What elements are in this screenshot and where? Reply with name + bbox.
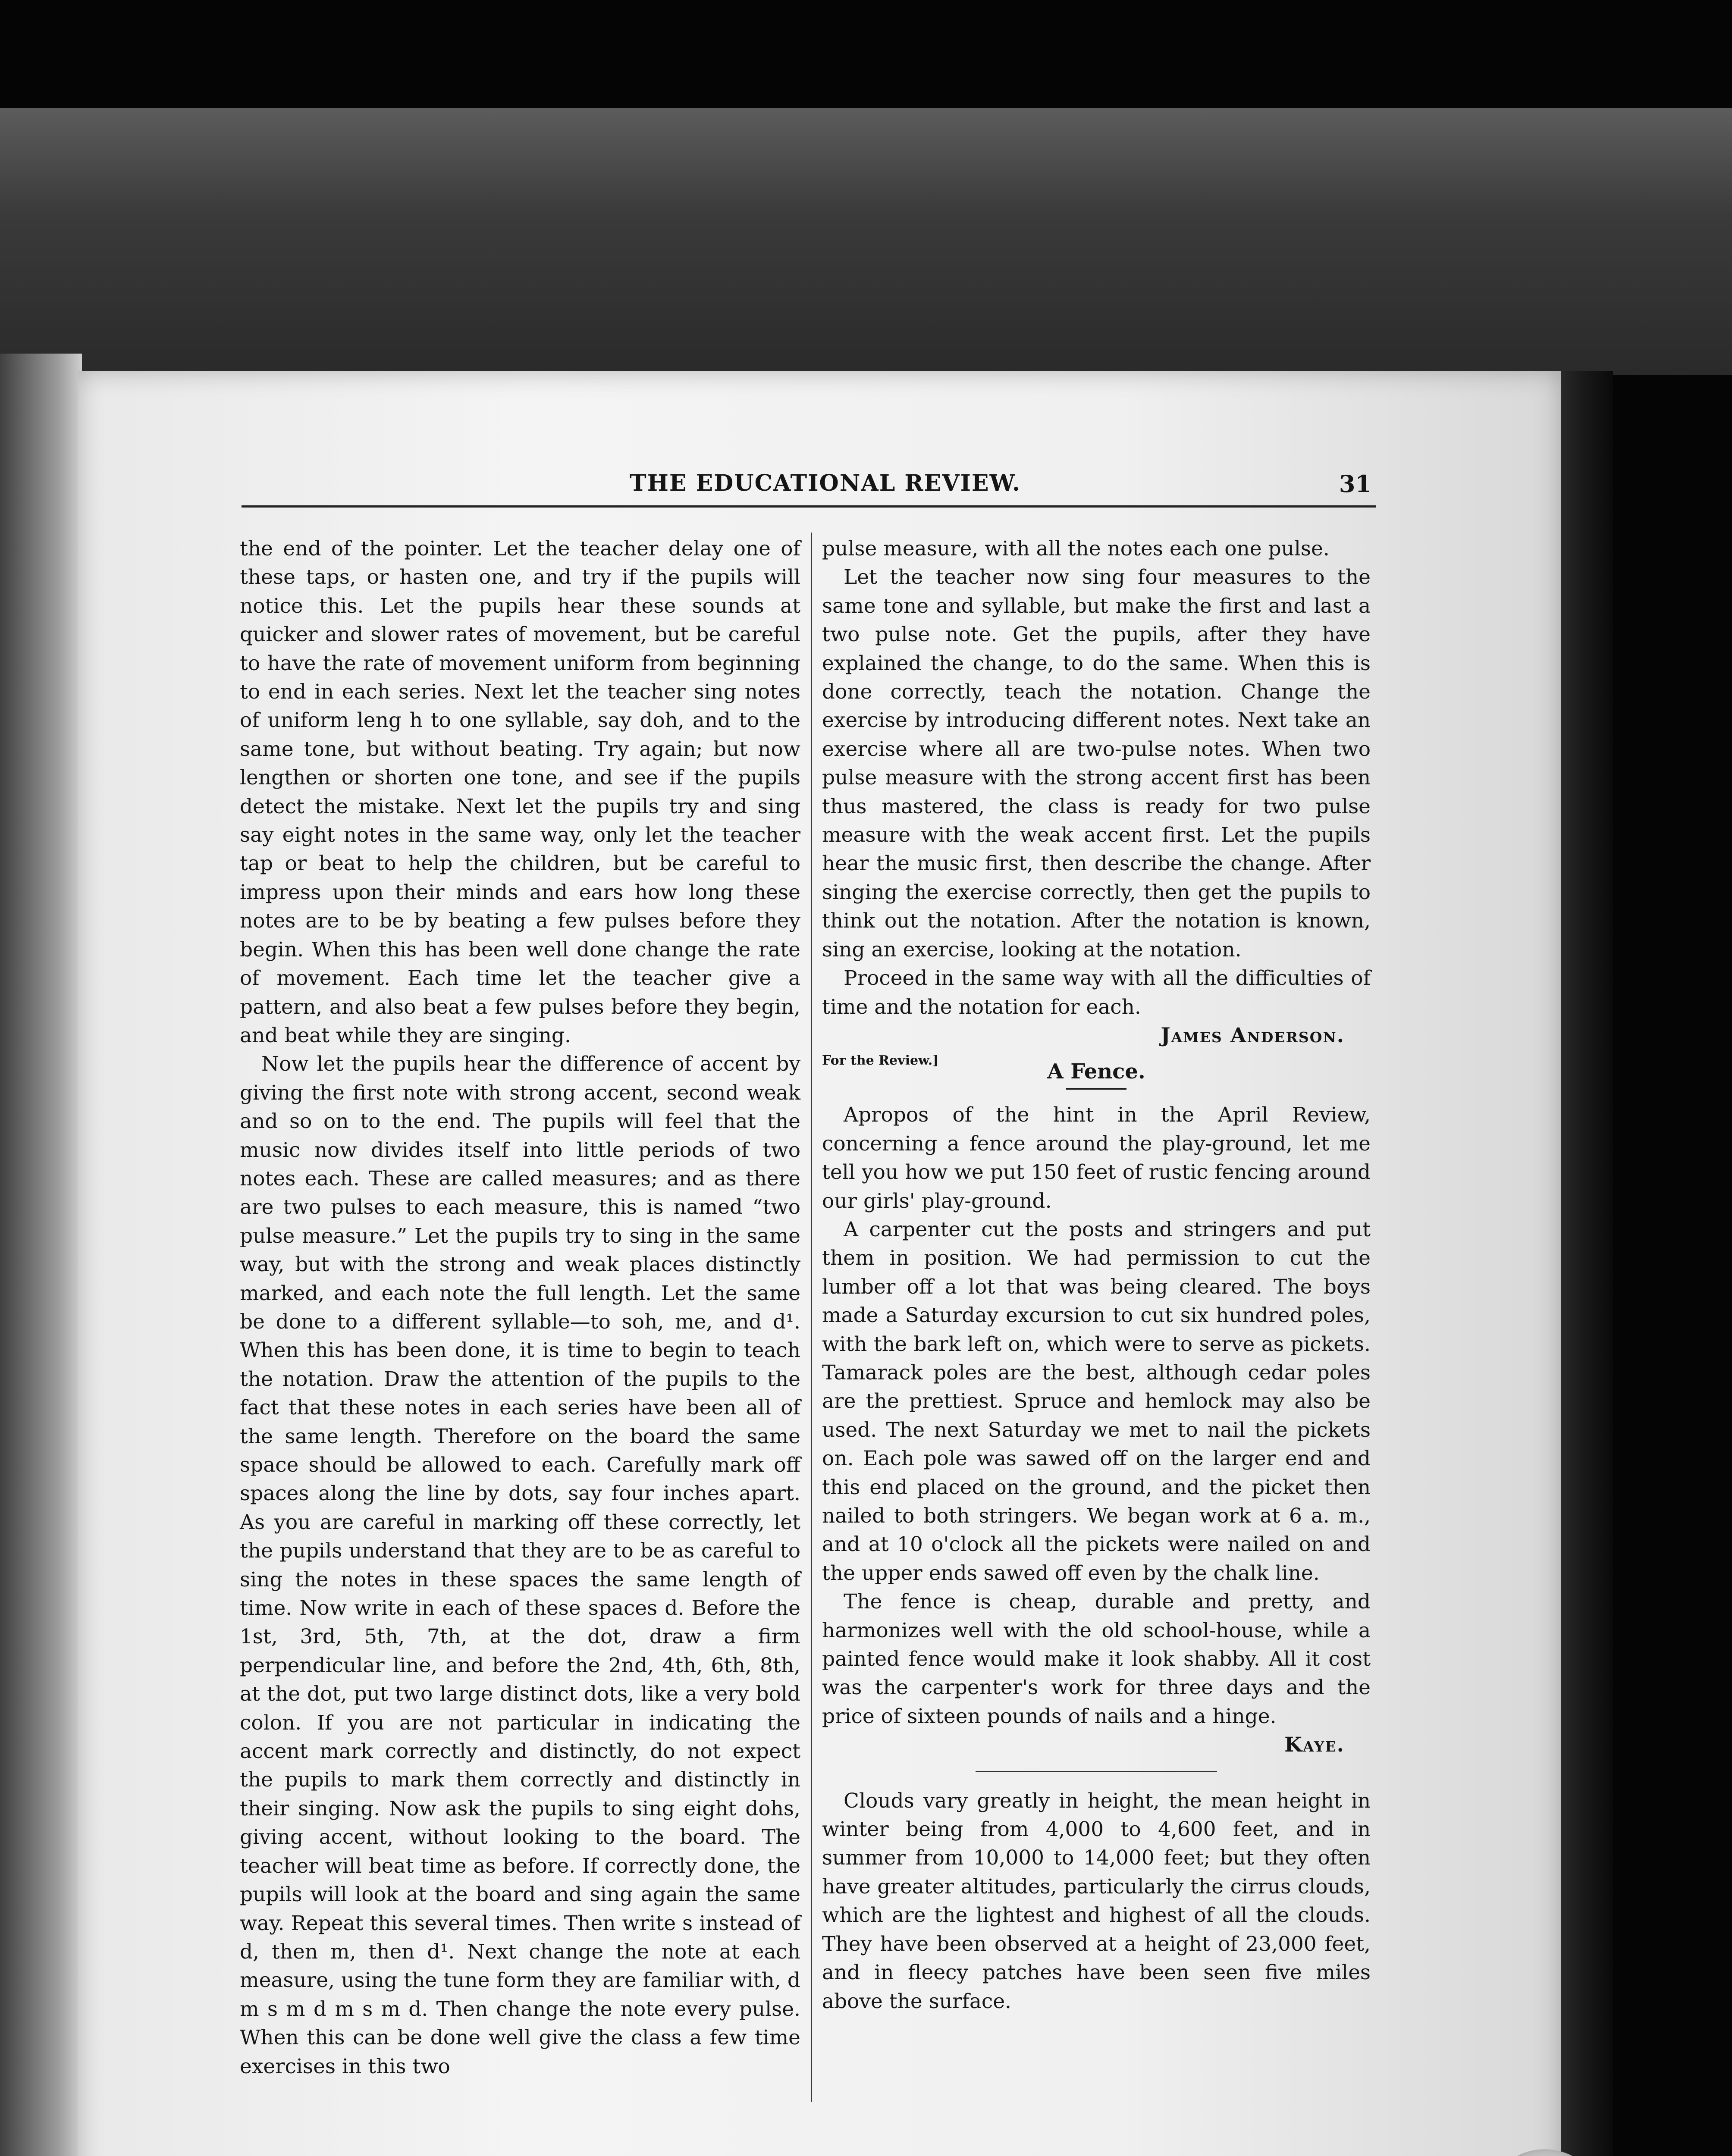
running-head bbox=[242, 470, 1371, 509]
article-heading bbox=[822, 1050, 1371, 1084]
right-column bbox=[822, 535, 1371, 2016]
title-rule bbox=[1066, 1088, 1126, 1090]
column-divider bbox=[811, 533, 812, 2102]
byline-credit: For the Review.] bbox=[822, 1053, 939, 1069]
paragraph: A carpenter cut the posts and stringers and put them in position. We had permission to cut the lumber off a lot that was being cleared. The boys made a Saturday excursion to cut six hundred poles, with the bark left on, which were to serve as pickets. Tamarack poles are the best, although cedar poles are the prettiest. Spruce and hemlock may also be used. The next Saturday we met to nail the pickets on. Each pole was sawed off on the larger end and this end placed on the ground, and the picket then nailed to both stringers. We began work at 6 a. m., and at 10 o'clock all the pickets were nailed on and the upper ends sawed off even by the chalk line. bbox=[822, 1217, 1371, 1585]
author-signature: Kaye. bbox=[1284, 1733, 1345, 1757]
adjacent-page-edge bbox=[0, 354, 82, 2156]
paragraph: Proceed in the same way with all the difficulties of time and the notation for each. bbox=[822, 966, 1371, 1019]
page-number: 31 bbox=[1339, 470, 1371, 498]
paragraph: Let the teacher now sing four measures to the same tone and syllable, but make the first and last a two pulse note. Get the pupils, after they have explained the change, to do the same. When this is done correctly, teach the notation. Change the exercise by introducing different notes. Next take an exercise where all are two-pulse notes. When two pulse measure with the strong accent first has been thus mastered, the class is ready for two pulse measure with the weak accent first. Let the pupils hear the music first, then describe the change. After singing the exercise correctly, then get the pupils to think out the notation. After the notation is known, sing an exercise, looking at the notation. bbox=[822, 565, 1371, 962]
paragraph-continued: the end of the pointer. Let the teacher delay one of these taps, or hasten one, and try if the pupils will notice this. Let the pupils hear these sounds at quicker and slower rates of movement, but be careful to have the rate of movement uniform from beginning to end in each series. Next let the teacher sing notes of uniform leng h to one syllable, say doh, and to the same tone, but without beating. Try again; but now lengthen or shorten one tone, and see if the pupils detect the mistake. Next let the pupils try and sing say eight notes in the same way, only let the teacher tap or beat to help the children, but be careful to impress upon their minds and ears how long these notes are to be by beating a few pulses before they begin. When this has been well done change the rate of movement. Each time let the teacher give a pattern, and also beat a few pulses before they begin, and beat while they are singing. bbox=[240, 537, 800, 1047]
header-rule bbox=[242, 505, 1376, 508]
paragraph-continued: pulse measure, with all the notes each one pulse. bbox=[822, 537, 1330, 561]
paragraph: Apropos of the hint in the April Review, concerning a fence around the play-ground, let me tell you how we put 150 feet of rustic fencing around our girls' play-ground. bbox=[822, 1103, 1371, 1213]
article-title: A Fence. bbox=[1047, 1059, 1145, 1084]
author-signature: James Anderson. bbox=[1161, 1023, 1345, 1047]
section-rule bbox=[976, 1771, 1217, 1772]
film-band-top bbox=[0, 108, 1732, 375]
paragraph: The fence is cheap, durable and pretty, and harmonizes well with the old school-house, while a painted fence would make it look shabby. All it cost was the carpenter's work for three days and the price of sixteen pounds of nails and a hinge. bbox=[822, 1590, 1371, 1728]
left-column bbox=[240, 535, 800, 2081]
paragraph: Clouds vary greatly in height, the mean height in winter being from 4,000 to 4,600 feet, and in summer from 10,000 to 14,000 feet; but they often have greater altitudes, particularly the cirrus clouds, which are the lightest and highest of all the clouds. They have been observed at a height of 23,000 feet, and in fleecy patches have been seen five miles above the surface. bbox=[822, 1789, 1371, 2013]
paragraph: Now let the pupils hear the difference of accent by giving the first note with strong accent, second weak and so on to the end. The pupils will feel that the music now divides itself into little periods of two notes each. These are called measures; and as there are two pulses to each measure, this is named “two pulse measure.” Let the pupils try to sing in the same way, but with the strong and weak places distinctly marked, and each note the full length. Let the same be done to a different syllable—to soh, me, and d¹. When this has been done, it is time to begin to teach the notation. Draw the attention of the pupils to the fact that these notes in each series have been all of the same length. Therefore on the board the same space should be allowed to each. Carefully mark off spaces along the line by dots, say four inches apart. As you are careful in marking off these correctly, let the pupils understand that they are to be as careful to sing the notes in these spaces the same length of time. Now write in each of these spaces d. Before the 1st, 3rd, 5th, 7th, at the dot, draw a firm perpendicular line, and before the 2nd, 4th, 6th, 8th, at the dot, put two large distinct dots, like a very bold colon. If you are not particular in indicating the accent mark correctly and distinctly, do not expect the pupils to mark them correctly and distinctly in their singing. Now ask the pupils to sing eight dohs, giving accent, without looking to the board. The teacher will beat time as before. If correctly done, the pupils will look at the board and sing again the same way. Repeat this several times. Then write s instead of d, then m, then d¹. Next change the note at each measure, using the tune form they are familiar with, d m s m d m s m d. Then change the note every pulse. When this can be done well give the class a few time exercises in this two bbox=[240, 1052, 800, 2078]
journal-title: THE EDUCATIONAL REVIEW. bbox=[630, 470, 1021, 496]
